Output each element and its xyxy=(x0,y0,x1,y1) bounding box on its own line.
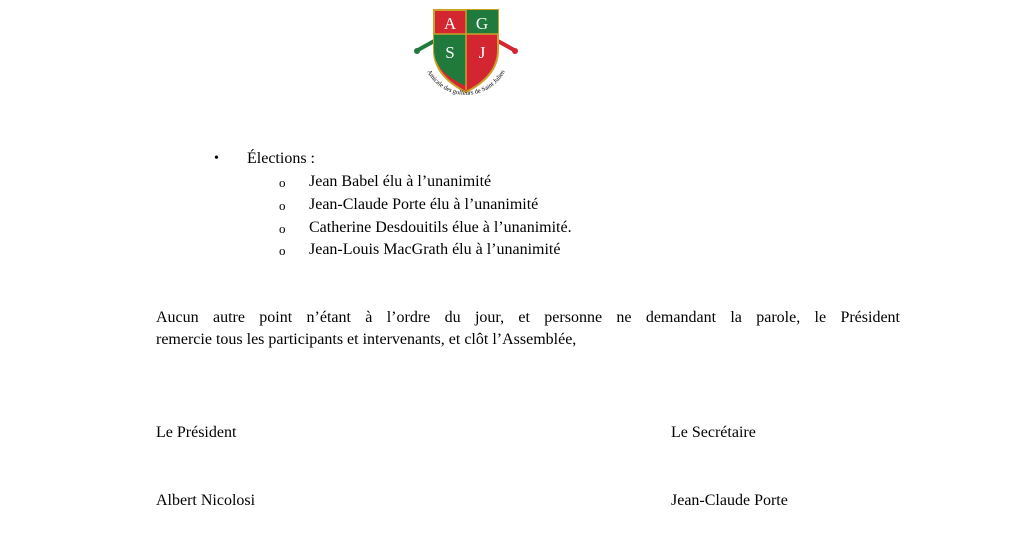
logo-letter-s: S xyxy=(445,43,455,62)
elections-bullet: • xyxy=(214,151,219,166)
agsj-logo xyxy=(410,6,522,110)
list-item-4: Jean-Louis MacGrath élu à l’unanimité xyxy=(309,241,561,258)
elections-heading: Élections : xyxy=(247,150,315,167)
list-item-2: Jean-Claude Porte élu à l’unanimité xyxy=(309,196,539,213)
list-bullet-2: o xyxy=(279,198,286,213)
president-name: Albert Nicolosi xyxy=(156,492,256,509)
agsj-crest-icon xyxy=(410,6,522,110)
list-bullet-4: o xyxy=(279,243,286,258)
logo-letter-g: G xyxy=(475,14,489,33)
list-item-3: Catherine Desdouitils élue à l’unanimité. xyxy=(309,219,572,236)
closing-line-1: Aucun autre point n’étant à l’ordre du jour, et personne ne demandant la parole, le Président xyxy=(156,309,900,326)
logo-arc-text: Amicale des golfeurs de Saint Julien xyxy=(425,68,507,97)
secretary-name: Jean-Claude Porte xyxy=(671,492,788,509)
president-title: Le Président xyxy=(156,424,237,441)
list-item-1: Jean Babel élu à l’unanimité xyxy=(309,173,492,190)
list-bullet-3: o xyxy=(279,221,286,236)
closing-paragraph xyxy=(156,307,900,351)
logo-letter-a: A xyxy=(443,14,457,33)
logo-letter-j: J xyxy=(478,43,486,62)
closing-line-2: remercie tous les participants et intervenants, et clôt l’Assemblée, xyxy=(156,331,577,348)
secretary-title: Le Secrétaire xyxy=(671,424,756,441)
list-bullet-1: o xyxy=(279,175,286,190)
